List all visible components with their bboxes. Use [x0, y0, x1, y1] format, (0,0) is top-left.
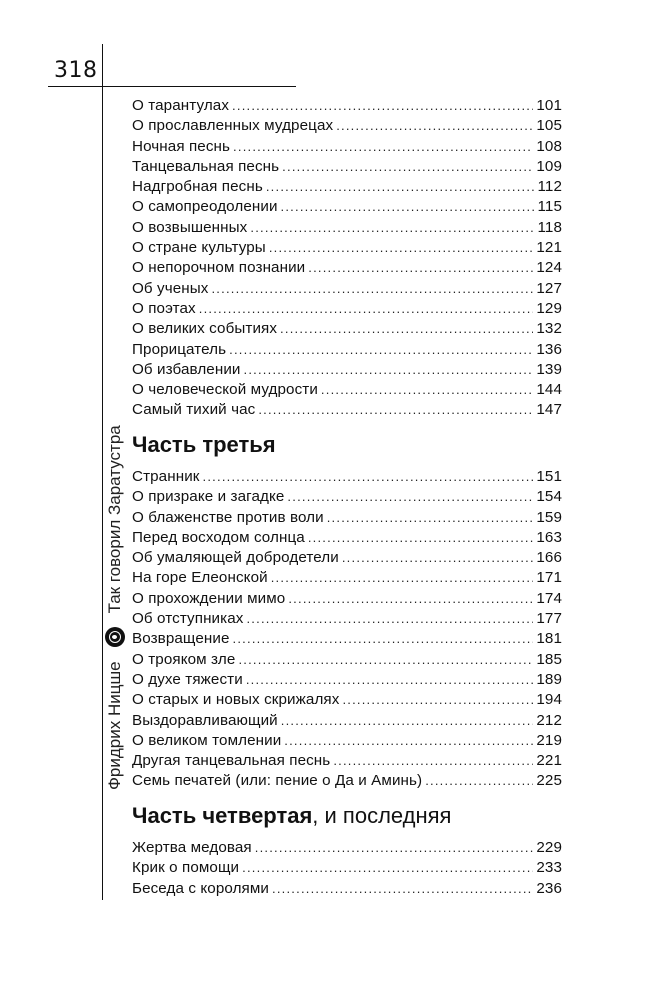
toc-entry	[132, 751, 562, 771]
toc-entry-title: Беседа с королями	[132, 879, 269, 897]
toc-entry-title: На горе Елеонской	[132, 569, 268, 587]
toc-leader-dots	[271, 568, 534, 588]
toc-entry	[132, 299, 562, 319]
toc-entry-page: 105	[536, 117, 562, 135]
toc-leader-dots	[203, 467, 534, 487]
toc-entry	[132, 548, 562, 568]
toc-entry-page: 163	[536, 528, 562, 546]
toc-entry	[132, 879, 562, 899]
toc-leader-dots	[284, 731, 533, 751]
toc-entry-title: Жертва медовая	[132, 839, 252, 856]
toc-entry	[132, 650, 562, 670]
toc-entry-title: О великих событиях	[132, 320, 278, 338]
toc-entry	[132, 771, 562, 791]
toc-entry-page: 144	[536, 381, 562, 399]
toc-part3-list	[132, 467, 562, 792]
toc-entry-title: О трояком зле	[132, 650, 236, 668]
toc-leader-dots	[233, 137, 533, 157]
toc-leader-dots	[244, 360, 534, 380]
toc-entry-page: 109	[536, 157, 562, 175]
toc-leader-dots	[238, 650, 533, 670]
toc-entry	[132, 528, 562, 548]
toc-entry	[132, 711, 562, 731]
toc-entry-title: О самопреодолении	[132, 198, 278, 216]
toc-entry	[132, 690, 562, 710]
toc-entry	[132, 279, 562, 299]
toc-leader-dots	[266, 177, 535, 197]
toc-leader-dots	[327, 508, 534, 528]
toc-leader-dots	[269, 238, 534, 258]
toc-leader-dots	[246, 670, 534, 690]
page-number: 318	[54, 58, 98, 83]
toc-leader-dots	[425, 771, 533, 791]
toc-entry-title: Об отступниках	[132, 610, 244, 628]
spiral-seal-icon	[105, 627, 125, 647]
toc-leader-dots	[321, 380, 533, 400]
toc-entry	[132, 568, 562, 588]
toc-entry-page: 132	[536, 320, 562, 338]
toc-entry-page: 159	[536, 508, 562, 526]
toc-entry-title: Выздоравливающий	[132, 711, 278, 729]
toc-entry-title: Танцевальная песнь	[132, 157, 280, 175]
toc-leader-dots	[242, 858, 533, 878]
part4-heading-rest: , и последняя	[312, 803, 452, 828]
toc-leader-dots	[255, 838, 534, 858]
toc-entry-page: 112	[537, 178, 562, 196]
toc-entry-title: О призраке и загадке	[132, 488, 285, 506]
toc-entry-page: 139	[536, 360, 562, 378]
toc-entry	[132, 177, 562, 197]
toc-entry-page: 219	[536, 731, 562, 749]
toc-leader-dots	[211, 279, 533, 299]
toc-entry-page: 136	[536, 340, 562, 358]
toc-entry-page: 171	[536, 569, 562, 587]
toc-leader-dots	[229, 340, 533, 360]
toc-entry-title: Самый тихий час	[132, 401, 256, 419]
running-head-author: Фридрих Ницше	[105, 661, 124, 790]
toc-leader-dots	[258, 400, 533, 420]
toc-entry	[132, 137, 562, 157]
part4-heading	[132, 803, 451, 829]
toc-entry	[132, 319, 562, 339]
toc-entry	[132, 858, 562, 878]
toc-part4-list	[132, 838, 562, 899]
toc-leader-dots	[281, 711, 534, 731]
toc-entry	[132, 157, 562, 177]
toc-entry-page: 194	[536, 691, 562, 709]
toc-entry-title: О стране культуры	[132, 239, 266, 257]
toc-entry-title: Семь печатей (или: пение о Да и Аминь)	[132, 772, 423, 790]
toc-leader-dots	[333, 751, 533, 771]
toc-entry	[132, 197, 562, 217]
toc-leader-dots	[308, 528, 534, 548]
toc-entry-title: Другая танцевальная песнь	[132, 752, 331, 770]
toc-entry	[132, 838, 562, 858]
toc-entry-page: 233	[536, 859, 562, 877]
toc-part2-list	[132, 96, 562, 421]
toc-leader-dots	[281, 197, 535, 217]
header-rule	[48, 86, 296, 87]
toc-entry	[132, 400, 562, 420]
toc-leader-dots	[246, 609, 533, 629]
toc-entry	[132, 340, 562, 360]
toc-entry-page: 151	[536, 468, 562, 485]
toc-entry-title: Об умаляющей добродетели	[132, 549, 339, 567]
toc-entry	[132, 670, 562, 690]
toc-entry-page: 229	[536, 839, 562, 856]
running-head-book-title: Так говорил Заратустра	[105, 425, 124, 614]
toc-entry	[132, 731, 562, 751]
toc-entry-title: О тарантулах	[132, 97, 230, 114]
toc-entry	[132, 589, 562, 609]
toc-entry-page: 225	[536, 772, 562, 790]
toc-entry-title: Ночная песнь	[132, 137, 231, 155]
toc-leader-dots	[342, 548, 534, 568]
toc-entry-page: 221	[536, 752, 562, 770]
toc-entry-page: 174	[536, 589, 562, 607]
toc-entry-page: 154	[536, 488, 562, 506]
toc-leader-dots	[342, 690, 533, 710]
toc-entry	[132, 487, 562, 507]
toc-leader-dots	[280, 319, 533, 339]
toc-entry-title: О великом томлении	[132, 731, 282, 749]
toc-leader-dots	[288, 589, 533, 609]
toc-entry-page: 236	[536, 879, 562, 897]
toc-entry	[132, 380, 562, 400]
toc-entry-page: 177	[536, 610, 562, 628]
part4-heading-bold: Часть четвертая	[132, 803, 313, 828]
toc-entry-title: О духе тяжести	[132, 670, 243, 688]
toc-leader-dots	[250, 218, 534, 238]
toc-leader-dots	[287, 487, 533, 507]
toc-leader-dots	[199, 299, 534, 319]
toc-entry-title: Возвращение	[132, 630, 230, 648]
toc-leader-dots	[308, 258, 533, 278]
toc-entry-title: Об избавлении	[132, 360, 241, 378]
toc-entry-title: Перед восходом солнца	[132, 528, 305, 546]
toc-entry-title: Прорицатель	[132, 340, 227, 358]
toc-leader-dots	[282, 157, 533, 177]
toc-leader-dots	[232, 96, 533, 116]
toc-entry-page: 189	[536, 670, 562, 688]
toc-entry	[132, 609, 562, 629]
toc-entry-page: 121	[536, 239, 562, 257]
toc-entry-title: О человеческой мудрости	[132, 381, 318, 399]
toc-entry	[132, 116, 562, 136]
toc-leader-dots	[336, 116, 533, 136]
toc-entry	[132, 238, 562, 258]
toc-entry-title: О блаженстве против воли	[132, 508, 324, 526]
toc-entry-page: 129	[536, 299, 562, 317]
toc-entry	[132, 629, 562, 649]
toc-entry-title: О прославленных мудрецах	[132, 117, 334, 135]
toc-entry-page: 147	[536, 401, 562, 419]
toc-leader-dots	[233, 629, 534, 649]
part3-heading: Часть третья	[132, 432, 276, 457]
toc-entry-title: О поэтах	[132, 299, 196, 317]
toc-entry-title: Крик о помощи	[132, 859, 240, 877]
toc-entry-title: О прохождении мимо	[132, 589, 286, 607]
toc-entry-page: 118	[537, 218, 562, 236]
toc-entry-page: 115	[537, 198, 562, 216]
toc-entry-page: 185	[536, 650, 562, 668]
toc-entry-page: 108	[536, 137, 562, 155]
toc-entry-title: Об ученых	[132, 279, 209, 297]
toc-entry-page: 124	[536, 259, 562, 277]
toc-entry	[132, 258, 562, 278]
toc-entry-title: Странник	[132, 468, 200, 485]
running-head-text	[104, 412, 126, 800]
toc-entry-page: 101	[536, 97, 562, 114]
toc-entry	[132, 218, 562, 238]
toc-entry-title: О старых и новых скрижалях	[132, 691, 340, 709]
toc-entry-page: 212	[536, 711, 562, 729]
toc-entry-page: 127	[536, 279, 562, 297]
toc-entry	[132, 96, 562, 116]
toc-entry-title: О возвышенных	[132, 218, 248, 236]
running-head	[88, 412, 124, 800]
toc-entry-page: 166	[536, 549, 562, 567]
toc-entry	[132, 360, 562, 380]
toc-leader-dots	[272, 879, 533, 899]
toc-entry-page: 181	[536, 630, 562, 648]
toc-entry-title: Надгробная песнь	[132, 178, 263, 196]
toc-entry-title: О непорочном познании	[132, 259, 306, 277]
toc-entry	[132, 508, 562, 528]
toc-entry	[132, 467, 562, 487]
